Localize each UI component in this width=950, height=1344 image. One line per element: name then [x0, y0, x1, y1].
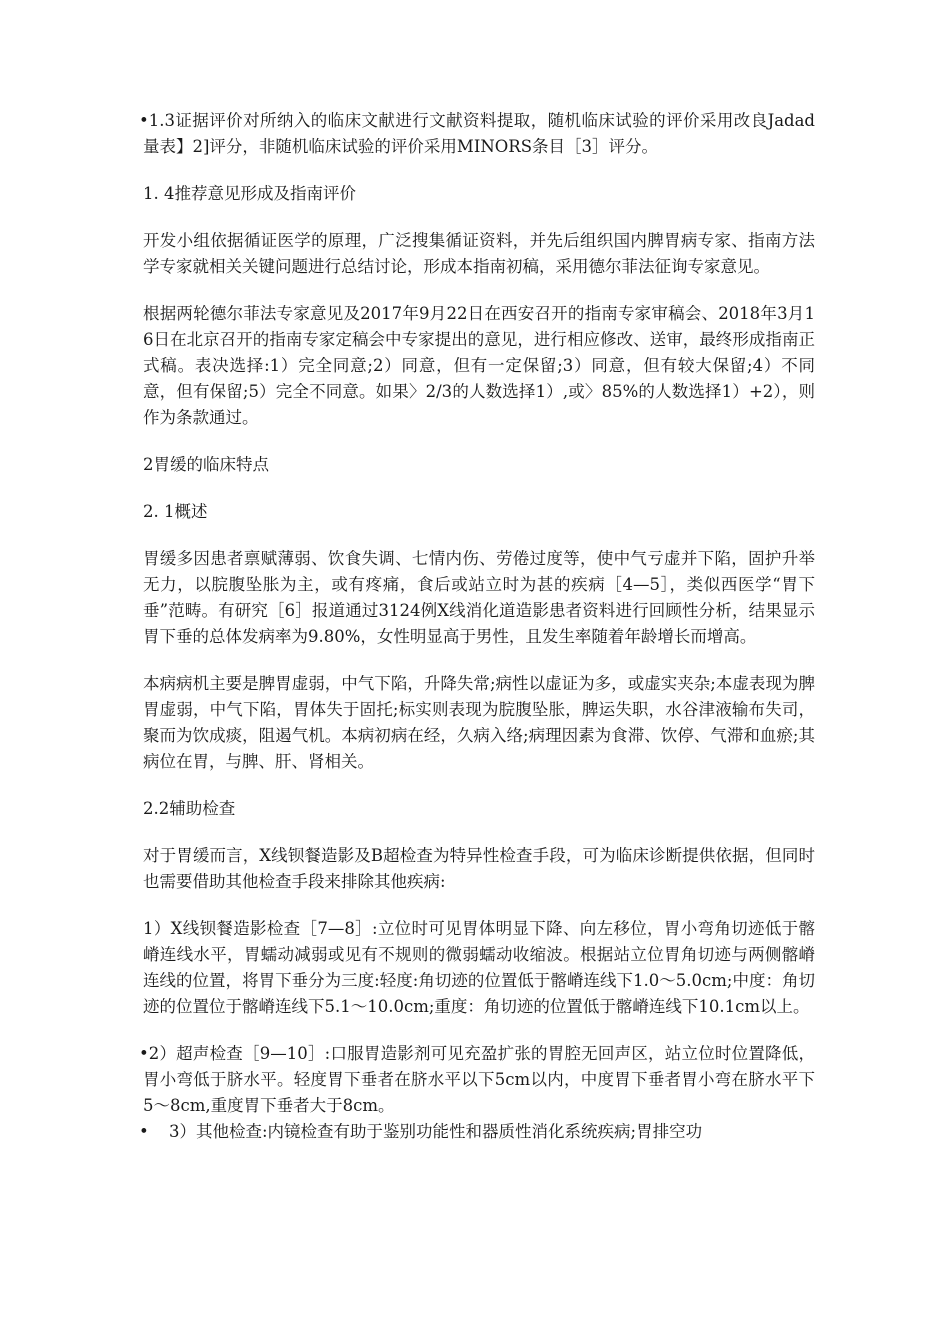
paragraph-delphi-voting: 根据两轮德尔菲法专家意见及2017年9月22日在西安召开的指南专家审稿会、2018年3月16日在北京召开的指南专家定稿会中专家提出的意见，进行相应修改、送审，最终形成指南正式稿。表决选择:1）完全同意;2）同意，但有一定保留;3）同意，但有较大保留;4）不同意，但有保留;5）完全不同意。如果〉2/3的人数选择1）,或〉85%的人数选择1）+2），则作为条款通过。 [143, 304, 815, 427]
paragraph-other-exams [139, 1119, 815, 1145]
paragraph-pathogenesis: 本病病机主要是脾胃虚弱，中气下陷，升降失常;病性以虚证为多，或虚实夹杂;本虚表现为脾胃虚弱，中气下陷，胃体失于固托;标实则表现为脘腹坠胀，脾运失职，水谷津液输布失司，聚而为饮成痰，阻遏气机。本病初病在经，久病入络;病理因素为食滞、饮停、气滞和血瘀;其病位在胃，与脾、肝、肾相关。 [143, 674, 815, 771]
paragraph-overview: 胃缓多因患者禀赋薄弱、饮食失调、七情内伤、劳倦过度等，使中气亏虚并下陷，固护升举无力，以脘腹坠胀为主，或有疼痛，食后或站立时为甚的疾病［4—5］，类似西医学“胃下垂”范畴。有研究［6］报道通过3124例X线消化道造影患者资料进行回顾性分析，结果显示胃下垂的总体发病率为9.80%，女性明显高于男性，且发生率随着年龄增长而增高。 [143, 549, 815, 646]
paragraph-ultrasound-exam: •2）超声检查［9—10］:口服胃造影剂可见充盈扩张的胃腔无回声区，站立位时位置降低，胃小弯低于脐水平。轻度胃下垂者在脐水平以下5cm以内，中度胃下垂者胃小弯在脐水平下5〜8cm,重度胃下垂者大于8cm。 [139, 1044, 815, 1115]
paragraph-xray-exam: 1）X线钡餐造影检查［7—8］:立位时可见胃体明显下降、向左移位，胃小弯角切迹低于髂嵴连线水平，胃蠕动减弱或见有不规则的微弱蠕动收缩波。根据站立位胃角切迹与两侧髂嵴连线的位置，将胃下垂分为三度:轻度:角切迹的位置低于髂嵴连线下1.0〜5.0cm;中度：角切迹的位置位于髂嵴连线下5.1〜10.0cm;重度：角切迹的位置低于髂嵴连线下10.1cm以上。 [143, 919, 815, 1016]
document-page [139, 108, 815, 1145]
paragraph-evidence-evaluation: •1.3证据评价对所纳入的临床文献进行文献资料提取，随机临床试验的评价采用改良Jadad量表】2]评分，非随机临床试验的评价采用MINORS条目［3］评分。 [139, 111, 815, 156]
section-heading-2-2: 2.2辅助检查 [143, 799, 236, 818]
section-heading-2-1: 2. 1概述 [143, 502, 208, 521]
section-heading-2: 2胃缓的临床特点 [143, 455, 269, 474]
section-heading-1-4: 1. 4推荐意见形成及指南评价 [143, 184, 356, 203]
other-exams-text: 3）其他检查:内镜检查有助于鉴别功能性和器质性消化系统疾病;胃排空功 [169, 1122, 703, 1141]
paragraph-development-group: 开发小组依据循证医学的原理，广泛搜集循证资料，并先后组织国内脾胃病专家、指南方法学专家就相关关键问题进行总结讨论，形成本指南初稿，采用德尔菲法征询专家意见。 [143, 231, 815, 276]
paragraph-auxiliary-intro: 对于胃缓而言，X线钡餐造影及B超检查为特异性检查手段，可为临床诊断提供依据，但同时也需要借助其他检查手段来排除其他疾病: [143, 846, 815, 891]
bullet-marker: • [139, 1122, 149, 1141]
